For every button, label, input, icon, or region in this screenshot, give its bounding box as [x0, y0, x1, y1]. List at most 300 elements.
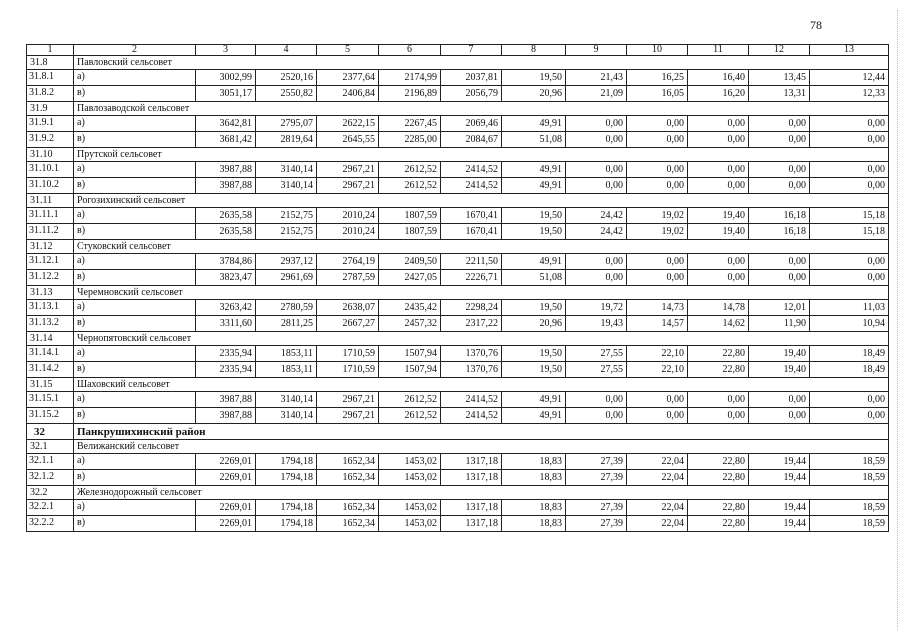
value-cell: 18,59: [810, 454, 889, 470]
value-cell: 22,80: [688, 516, 749, 532]
value-cell: 11,90: [749, 316, 810, 332]
value-cell: 20,96: [502, 86, 566, 102]
table-row: [27, 116, 889, 132]
value-cell: 16,20: [688, 86, 749, 102]
value-cell: 2819,64: [256, 132, 317, 148]
value-cell: 0,00: [566, 392, 627, 408]
value-cell: 22,80: [688, 454, 749, 470]
value-cell: 0,00: [810, 392, 889, 408]
row-label: а): [74, 70, 196, 86]
value-cell: 15,18: [810, 224, 889, 240]
value-cell: 1507,94: [379, 362, 441, 378]
value-cell: 27,55: [566, 346, 627, 362]
value-cell: 2764,19: [317, 254, 379, 270]
value-cell: 12,33: [810, 86, 889, 102]
value-cell: 2967,21: [317, 178, 379, 194]
value-cell: 19,50: [502, 300, 566, 316]
page-number: 78: [810, 18, 822, 32]
value-cell: 1317,18: [441, 500, 502, 516]
row-label: в): [74, 86, 196, 102]
value-cell: 2010,24: [317, 224, 379, 240]
value-cell: 2269,01: [196, 470, 256, 486]
value-cell: 49,91: [502, 162, 566, 178]
value-cell: 22,04: [627, 454, 688, 470]
value-cell: 19,50: [502, 70, 566, 86]
row-code: 32.2.1: [27, 500, 74, 516]
section-code: 32.1: [27, 440, 74, 454]
header-cell: 9: [566, 45, 627, 56]
value-cell: 27,39: [566, 516, 627, 532]
value-cell: 2967,21: [317, 162, 379, 178]
row-code: 31.9.2: [27, 132, 74, 148]
value-cell: 1807,59: [379, 224, 441, 240]
value-cell: 0,00: [688, 270, 749, 286]
value-cell: 2406,84: [317, 86, 379, 102]
value-cell: 2269,01: [196, 454, 256, 470]
value-cell: 2612,52: [379, 408, 441, 424]
section-row: [27, 240, 889, 254]
value-cell: 0,00: [749, 254, 810, 270]
value-cell: 19,02: [627, 224, 688, 240]
section-row: [27, 332, 889, 346]
value-cell: 3987,88: [196, 392, 256, 408]
value-cell: 18,49: [810, 362, 889, 378]
value-cell: 3681,42: [196, 132, 256, 148]
row-code: 31.12.1: [27, 254, 74, 270]
row-code: 31.12.2: [27, 270, 74, 286]
value-cell: 3784,86: [196, 254, 256, 270]
table-row: [27, 86, 889, 102]
value-cell: 0,00: [566, 408, 627, 424]
section-code: 31.13: [27, 286, 74, 300]
value-cell: 1652,34: [317, 454, 379, 470]
value-cell: 2612,52: [379, 392, 441, 408]
value-cell: 0,00: [810, 254, 889, 270]
table-row: [27, 70, 889, 86]
value-cell: 2335,94: [196, 362, 256, 378]
value-cell: 0,00: [749, 116, 810, 132]
value-cell: 19,02: [627, 208, 688, 224]
value-cell: 0,00: [566, 178, 627, 194]
row-label: в): [74, 270, 196, 286]
row-label: а): [74, 208, 196, 224]
value-cell: 1453,02: [379, 516, 441, 532]
table-row: [27, 132, 889, 148]
table-row: [27, 316, 889, 332]
value-cell: 27,39: [566, 500, 627, 516]
row-code: 32.1.1: [27, 454, 74, 470]
value-cell: 0,00: [749, 270, 810, 286]
value-cell: 16,05: [627, 86, 688, 102]
value-cell: 19,40: [749, 362, 810, 378]
row-code: 31.10.2: [27, 178, 74, 194]
value-cell: 0,00: [688, 132, 749, 148]
row-code: 32.1.2: [27, 470, 74, 486]
section-title: Железнодорожный сельсовет: [74, 486, 889, 500]
header-cell: 1: [27, 45, 74, 56]
tariff-table: [26, 44, 889, 532]
row-label: в): [74, 132, 196, 148]
value-cell: 2937,12: [256, 254, 317, 270]
value-cell: 2226,71: [441, 270, 502, 286]
margin-line: [897, 10, 898, 630]
value-cell: 0,00: [810, 270, 889, 286]
value-cell: 0,00: [810, 162, 889, 178]
value-cell: 2152,75: [256, 208, 317, 224]
value-cell: 0,00: [810, 132, 889, 148]
value-cell: 18,83: [502, 470, 566, 486]
section-title: Стуковский сельсовет: [74, 240, 889, 254]
table-row: [27, 470, 889, 486]
value-cell: 1853,11: [256, 362, 317, 378]
row-code: 31.13.2: [27, 316, 74, 332]
value-cell: 3140,14: [256, 178, 317, 194]
value-cell: 3987,88: [196, 408, 256, 424]
value-cell: 3002,99: [196, 70, 256, 86]
value-cell: 1453,02: [379, 470, 441, 486]
value-cell: 2414,52: [441, 408, 502, 424]
value-cell: 0,00: [566, 132, 627, 148]
section-title: Черемновский сельсовет: [74, 286, 889, 300]
section-title: Чернопятовский сельсовет: [74, 332, 889, 346]
value-cell: 2638,07: [317, 300, 379, 316]
row-code: 32.2.2: [27, 516, 74, 532]
row-label: в): [74, 224, 196, 240]
value-cell: 51,08: [502, 270, 566, 286]
row-label: в): [74, 316, 196, 332]
value-cell: 2427,05: [379, 270, 441, 286]
section-row: [27, 378, 889, 392]
value-cell: 1807,59: [379, 208, 441, 224]
value-cell: 2010,24: [317, 208, 379, 224]
row-label: а): [74, 392, 196, 408]
row-code: 31.14.2: [27, 362, 74, 378]
value-cell: 27,39: [566, 454, 627, 470]
section-row: [27, 440, 889, 454]
row-label: а): [74, 500, 196, 516]
section-title: Шаховский сельсовет: [74, 378, 889, 392]
district-row: [27, 424, 889, 440]
value-cell: 2267,45: [379, 116, 441, 132]
value-cell: 0,00: [627, 178, 688, 194]
value-cell: 1370,76: [441, 362, 502, 378]
value-cell: 3987,88: [196, 178, 256, 194]
value-cell: 12,44: [810, 70, 889, 86]
value-cell: 1710,59: [317, 362, 379, 378]
value-cell: 3140,14: [256, 408, 317, 424]
value-cell: 0,00: [810, 408, 889, 424]
value-cell: 19,40: [688, 224, 749, 240]
header-cell: 8: [502, 45, 566, 56]
value-cell: 2667,27: [317, 316, 379, 332]
row-code: 31.8.2: [27, 86, 74, 102]
value-cell: 13,31: [749, 86, 810, 102]
value-cell: 18,49: [810, 346, 889, 362]
value-cell: 2612,52: [379, 162, 441, 178]
value-cell: 2211,50: [441, 254, 502, 270]
value-cell: 51,08: [502, 132, 566, 148]
value-cell: 15,18: [810, 208, 889, 224]
value-cell: 0,00: [627, 116, 688, 132]
value-cell: 1317,18: [441, 454, 502, 470]
header-cell: 6: [379, 45, 441, 56]
header-cell: 13: [810, 45, 889, 56]
value-cell: 19,40: [749, 346, 810, 362]
header-row: [27, 45, 889, 56]
value-cell: 1652,34: [317, 470, 379, 486]
header-cell: 11: [688, 45, 749, 56]
section-code: 31.8: [27, 56, 74, 70]
value-cell: 2269,01: [196, 500, 256, 516]
value-cell: 22,10: [627, 346, 688, 362]
value-cell: 0,00: [688, 254, 749, 270]
value-cell: 22,04: [627, 500, 688, 516]
value-cell: 2961,69: [256, 270, 317, 286]
value-cell: 19,40: [688, 208, 749, 224]
table-row: [27, 346, 889, 362]
value-cell: 2056,79: [441, 86, 502, 102]
value-cell: 20,96: [502, 316, 566, 332]
value-cell: 3642,81: [196, 116, 256, 132]
value-cell: 19,44: [749, 470, 810, 486]
value-cell: 16,18: [749, 208, 810, 224]
row-label: в): [74, 470, 196, 486]
value-cell: 16,25: [627, 70, 688, 86]
value-cell: 2622,15: [317, 116, 379, 132]
value-cell: 1853,11: [256, 346, 317, 362]
value-cell: 2787,59: [317, 270, 379, 286]
value-cell: 2435,42: [379, 300, 441, 316]
value-cell: 49,91: [502, 178, 566, 194]
value-cell: 2409,50: [379, 254, 441, 270]
value-cell: 2037,81: [441, 70, 502, 86]
value-cell: 0,00: [749, 132, 810, 148]
value-cell: 3140,14: [256, 392, 317, 408]
value-cell: 2520,16: [256, 70, 317, 86]
section-code: 31.11: [27, 194, 74, 208]
header-cell: 3: [196, 45, 256, 56]
value-cell: 21,09: [566, 86, 627, 102]
row-code: 31.11.1: [27, 208, 74, 224]
value-cell: 3140,14: [256, 162, 317, 178]
section-title: Прутской сельсовет: [74, 148, 889, 162]
value-cell: 27,39: [566, 470, 627, 486]
value-cell: 18,83: [502, 454, 566, 470]
value-cell: 3823,47: [196, 270, 256, 286]
table-row: [27, 270, 889, 286]
table-row: [27, 500, 889, 516]
table-row: [27, 454, 889, 470]
value-cell: 1370,76: [441, 346, 502, 362]
value-cell: 2645,55: [317, 132, 379, 148]
value-cell: 2414,52: [441, 162, 502, 178]
value-cell: 1794,18: [256, 500, 317, 516]
header-cell: 5: [317, 45, 379, 56]
value-cell: 18,83: [502, 500, 566, 516]
value-cell: 22,80: [688, 470, 749, 486]
row-label: а): [74, 346, 196, 362]
value-cell: 0,00: [688, 408, 749, 424]
value-cell: 19,50: [502, 346, 566, 362]
value-cell: 1794,18: [256, 454, 317, 470]
section-row: [27, 148, 889, 162]
value-cell: 2298,24: [441, 300, 502, 316]
value-cell: 1794,18: [256, 470, 317, 486]
row-code: 31.9.1: [27, 116, 74, 132]
row-code: 31.15.2: [27, 408, 74, 424]
value-cell: 1453,02: [379, 500, 441, 516]
section-code: 32: [27, 424, 74, 440]
table-body: [27, 45, 889, 532]
value-cell: 2967,21: [317, 408, 379, 424]
row-label: в): [74, 408, 196, 424]
value-cell: 0,00: [688, 392, 749, 408]
value-cell: 0,00: [627, 408, 688, 424]
value-cell: 10,94: [810, 316, 889, 332]
row-code: 31.8.1: [27, 70, 74, 86]
value-cell: 2335,94: [196, 346, 256, 362]
value-cell: 19,50: [502, 224, 566, 240]
value-cell: 0,00: [627, 162, 688, 178]
table-row: [27, 392, 889, 408]
value-cell: 19,50: [502, 208, 566, 224]
section-row: [27, 286, 889, 300]
table-row: [27, 224, 889, 240]
value-cell: 19,44: [749, 516, 810, 532]
district-title: Панкрушихинский район: [74, 424, 889, 440]
value-cell: 0,00: [627, 392, 688, 408]
section-code: 31.15: [27, 378, 74, 392]
row-code: 31.13.1: [27, 300, 74, 316]
section-row: [27, 194, 889, 208]
value-cell: 0,00: [566, 254, 627, 270]
value-cell: 2811,25: [256, 316, 317, 332]
section-code: 31.10: [27, 148, 74, 162]
value-cell: 2414,52: [441, 392, 502, 408]
section-title: Павловский сельсовет: [74, 56, 889, 70]
value-cell: 49,91: [502, 408, 566, 424]
value-cell: 19,44: [749, 500, 810, 516]
value-cell: 14,62: [688, 316, 749, 332]
row-label: а): [74, 162, 196, 178]
value-cell: 49,91: [502, 254, 566, 270]
value-cell: 2317,22: [441, 316, 502, 332]
value-cell: 49,91: [502, 116, 566, 132]
value-cell: 22,80: [688, 500, 749, 516]
value-cell: 2612,52: [379, 178, 441, 194]
value-cell: 14,73: [627, 300, 688, 316]
value-cell: 16,18: [749, 224, 810, 240]
value-cell: 2967,21: [317, 392, 379, 408]
table-row: [27, 254, 889, 270]
value-cell: 0,00: [627, 270, 688, 286]
header-cell: 10: [627, 45, 688, 56]
row-code: 31.15.1: [27, 392, 74, 408]
row-code: 31.11.2: [27, 224, 74, 240]
row-label: а): [74, 254, 196, 270]
value-cell: 27,55: [566, 362, 627, 378]
value-cell: 2196,89: [379, 86, 441, 102]
value-cell: 1670,41: [441, 224, 502, 240]
value-cell: 1710,59: [317, 346, 379, 362]
value-cell: 24,42: [566, 208, 627, 224]
value-cell: 0,00: [749, 178, 810, 194]
section-code: 31.14: [27, 332, 74, 346]
value-cell: 2285,00: [379, 132, 441, 148]
value-cell: 19,43: [566, 316, 627, 332]
table-row: [27, 162, 889, 178]
value-cell: 19,44: [749, 454, 810, 470]
value-cell: 2152,75: [256, 224, 317, 240]
value-cell: 0,00: [566, 162, 627, 178]
table-row: [27, 208, 889, 224]
value-cell: 22,04: [627, 470, 688, 486]
section-title: Рогозихинский сельсовет: [74, 194, 889, 208]
section-row: [27, 56, 889, 70]
row-label: в): [74, 362, 196, 378]
value-cell: 18,59: [810, 500, 889, 516]
value-cell: 49,91: [502, 392, 566, 408]
row-label: а): [74, 454, 196, 470]
value-cell: 2795,07: [256, 116, 317, 132]
value-cell: 18,83: [502, 516, 566, 532]
value-cell: 1794,18: [256, 516, 317, 532]
header-cell: 4: [256, 45, 317, 56]
header-cell: 2: [74, 45, 196, 56]
value-cell: 22,80: [688, 362, 749, 378]
table-row: [27, 516, 889, 532]
value-cell: 1652,34: [317, 500, 379, 516]
row-code: 31.14.1: [27, 346, 74, 362]
table-row: [27, 408, 889, 424]
value-cell: 2269,01: [196, 516, 256, 532]
value-cell: 3987,88: [196, 162, 256, 178]
value-cell: 19,72: [566, 300, 627, 316]
section-code: 31.9: [27, 102, 74, 116]
value-cell: 2174,99: [379, 70, 441, 86]
value-cell: 0,00: [810, 116, 889, 132]
value-cell: 2069,46: [441, 116, 502, 132]
value-cell: 16,40: [688, 70, 749, 86]
table-row: [27, 300, 889, 316]
value-cell: 22,04: [627, 516, 688, 532]
value-cell: 3051,17: [196, 86, 256, 102]
table-row: [27, 362, 889, 378]
value-cell: 14,78: [688, 300, 749, 316]
row-label: а): [74, 300, 196, 316]
value-cell: 1652,34: [317, 516, 379, 532]
section-code: 32.2: [27, 486, 74, 500]
value-cell: 3311,60: [196, 316, 256, 332]
header-cell: 12: [749, 45, 810, 56]
value-cell: 18,59: [810, 470, 889, 486]
table-row: [27, 178, 889, 194]
value-cell: 0,00: [566, 116, 627, 132]
value-cell: 1317,18: [441, 516, 502, 532]
value-cell: 3263,42: [196, 300, 256, 316]
value-cell: 21,43: [566, 70, 627, 86]
value-cell: 0,00: [566, 270, 627, 286]
value-cell: 0,00: [688, 162, 749, 178]
value-cell: 1507,94: [379, 346, 441, 362]
value-cell: 0,00: [688, 178, 749, 194]
value-cell: 0,00: [627, 254, 688, 270]
value-cell: 1453,02: [379, 454, 441, 470]
value-cell: 2377,64: [317, 70, 379, 86]
value-cell: 2780,59: [256, 300, 317, 316]
value-cell: 2550,82: [256, 86, 317, 102]
header-cell: 7: [441, 45, 502, 56]
